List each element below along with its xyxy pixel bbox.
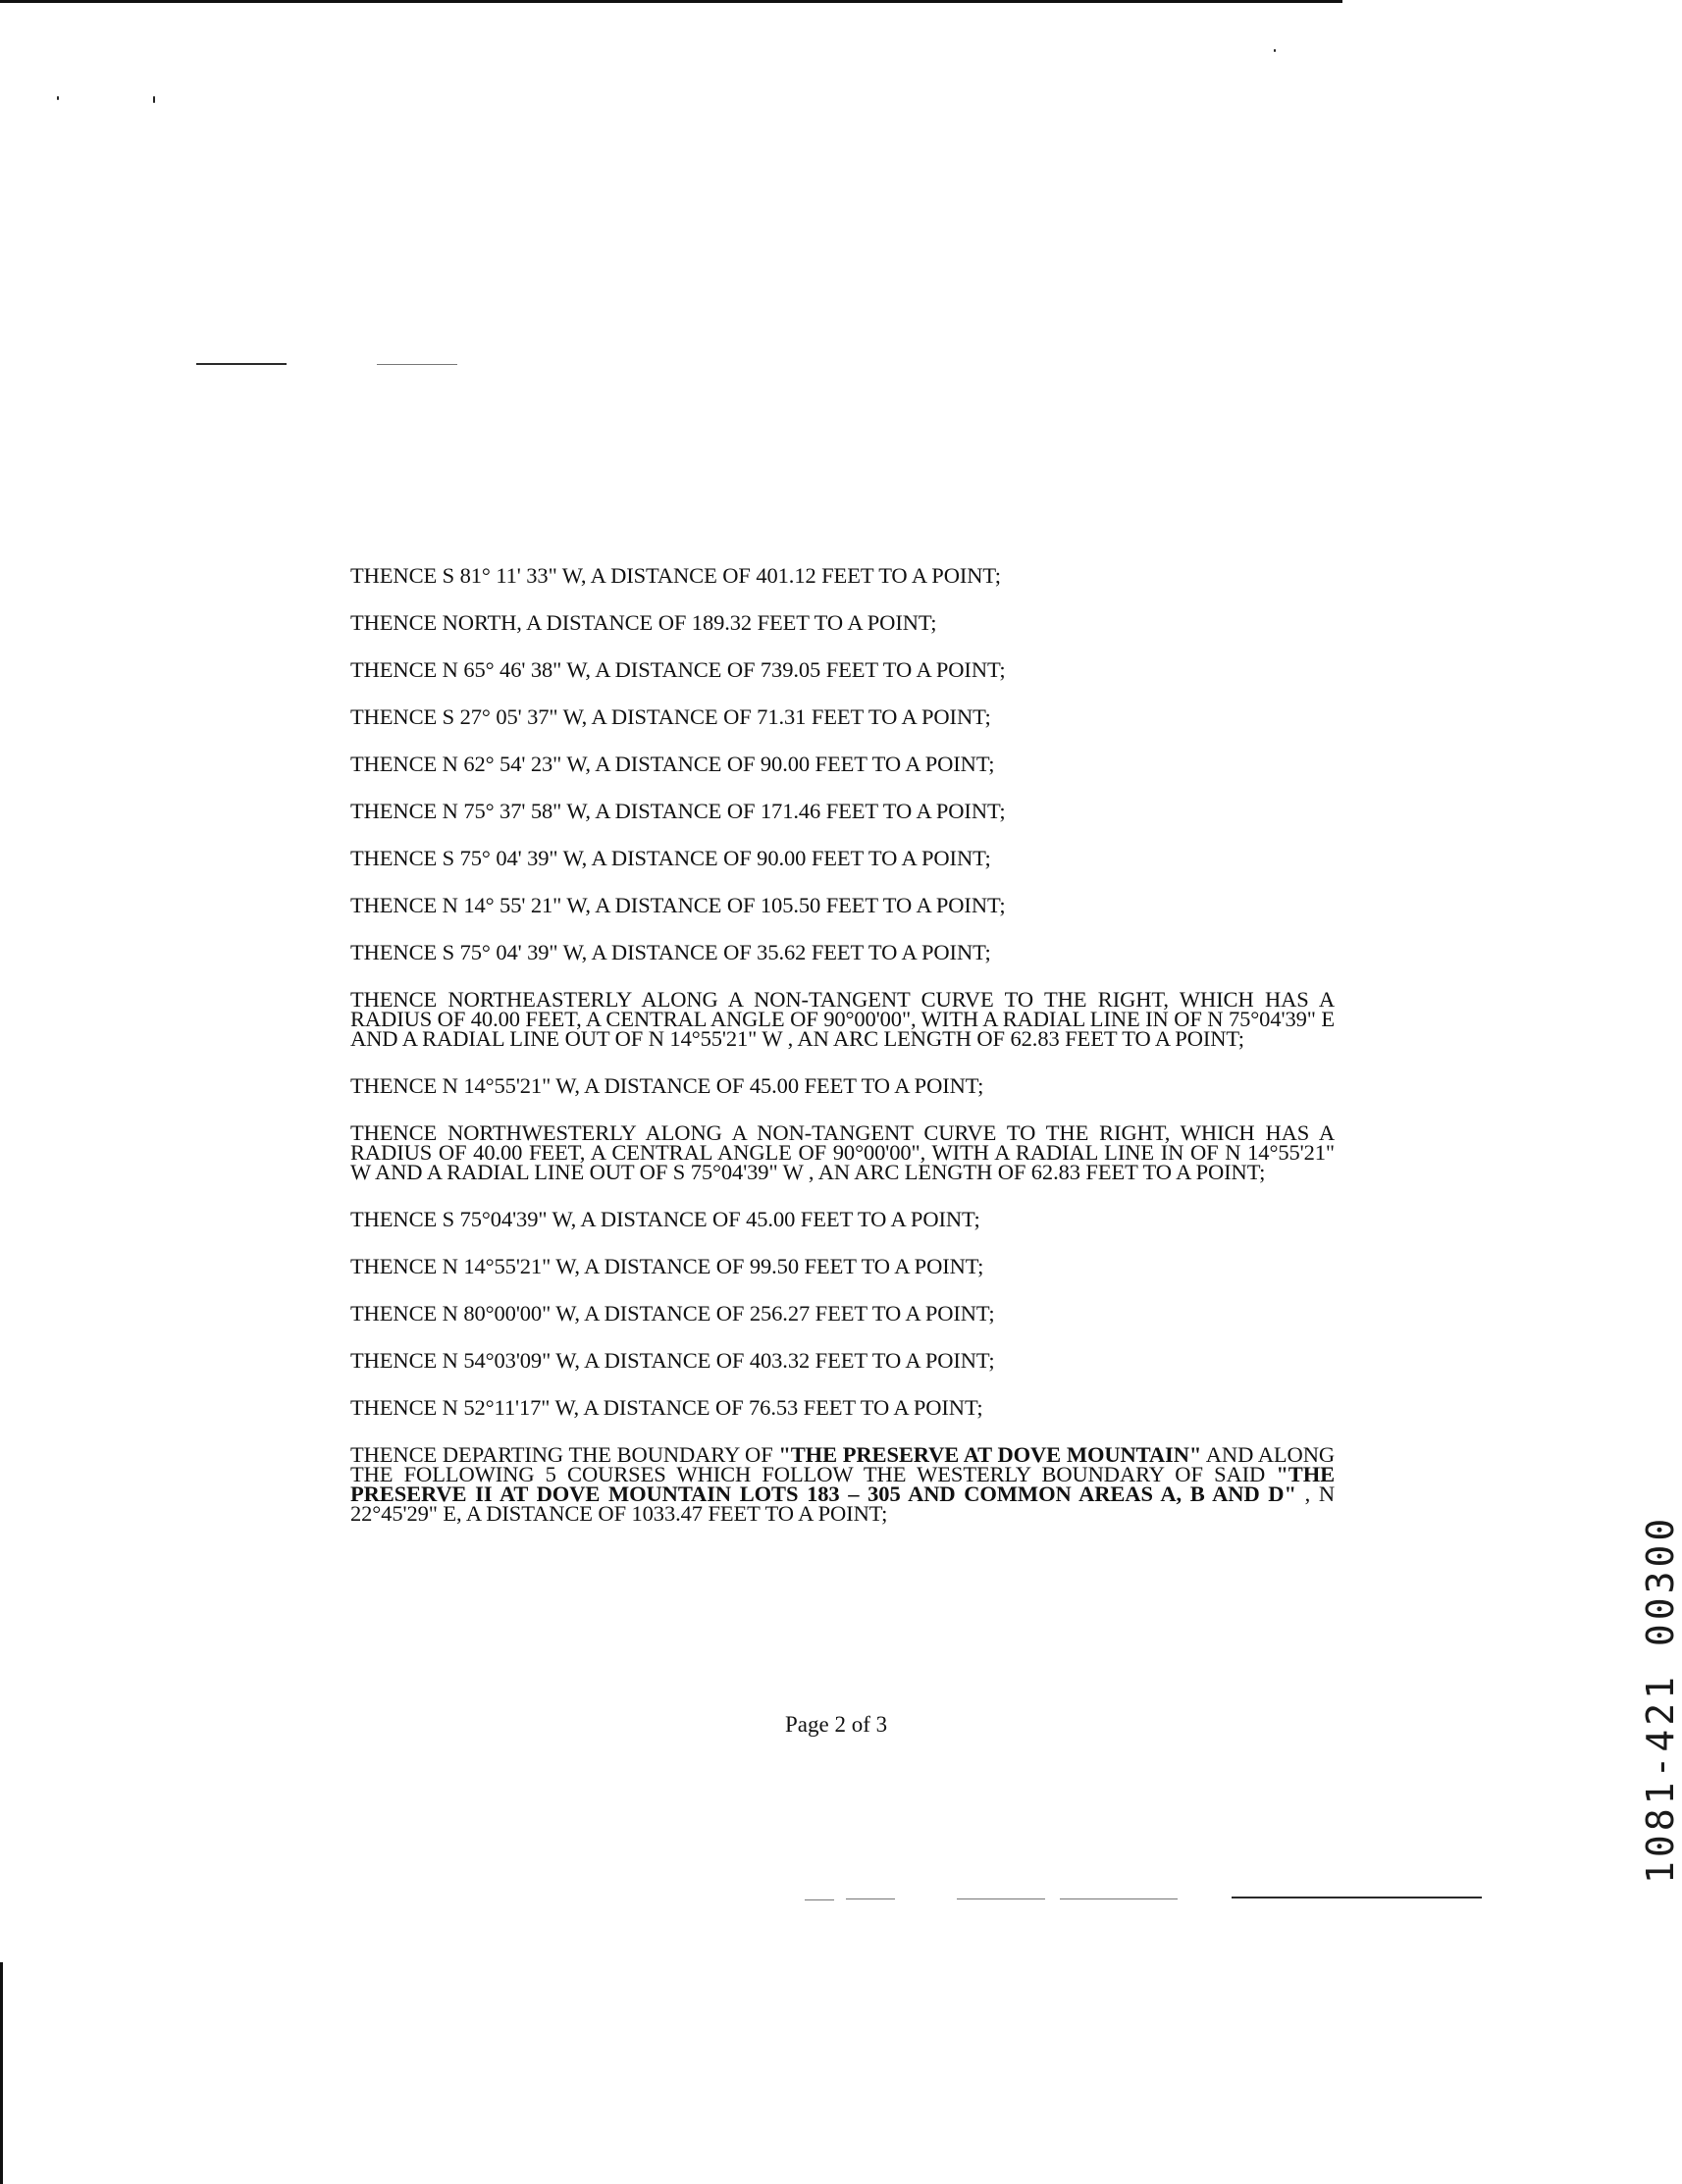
boundary-course-paragraph xyxy=(350,799,1335,823)
boundary-course-paragraph xyxy=(350,1207,1335,1231)
boundary-course-paragraph xyxy=(350,1395,1335,1420)
subdivision-name: "THE PRESERVE II AT DOVE MOUNTAIN LOTS 183 – 305 AND COMMON AREAS A, B AND D" xyxy=(350,1462,1335,1506)
boundary-course-paragraph xyxy=(350,563,1335,588)
course-text: THENCE N 14°55'21" W, A DISTANCE OF 99.50 FEET TO A POINT; xyxy=(350,1254,984,1278)
course-text: THENCE N 14° 55' 21" W, A DISTANCE OF 105.50 FEET TO A POINT; xyxy=(350,893,1006,917)
course-text: THENCE N 14°55'21" W, A DISTANCE OF 45.00 FEET TO A POINT; xyxy=(350,1073,984,1098)
boundary-course-paragraph xyxy=(350,754,1335,774)
course-text: THENCE N 75° 37' 58" W, A DISTANCE OF 171.46 FEET TO A POINT; xyxy=(350,799,1006,823)
scan-mark-line xyxy=(805,1899,834,1900)
boundary-course-paragraph xyxy=(350,987,1335,1051)
scan-speck xyxy=(1274,49,1276,52)
legal-description-body xyxy=(350,563,1335,1551)
boundary-course-paragraph xyxy=(350,1301,1335,1326)
course-text: THENCE N 52°11'17" W, A DISTANCE OF 76.53 FEET TO A POINT; xyxy=(350,1395,983,1420)
scan-mark-line xyxy=(1232,1897,1482,1898)
course-text: THENCE S 81° 11' 33" W, A DISTANCE OF 401.12 FEET TO A POINT; xyxy=(350,563,1001,588)
scan-speck xyxy=(57,96,59,100)
boundary-course-paragraph xyxy=(350,704,1335,729)
scan-border-top xyxy=(0,0,1342,3)
boundary-course-paragraph xyxy=(350,1254,1335,1278)
scan-speck xyxy=(153,96,155,103)
subdivision-name: "THE PRESERVE AT DOVE MOUNTAIN" xyxy=(778,1442,1202,1467)
scan-mark-line xyxy=(957,1898,1045,1899)
boundary-course-paragraph xyxy=(350,657,1335,682)
course-text: THENCE NORTHWESTERLY ALONG A NON-TANGENT CURVE TO THE RIGHT, WHICH HAS A RADIUS OF 40.00 FEET, A CENTRAL ANGLE OF 90°00'00", WITH A RADIAL LINE IN OF N 14°55'21" W AND A RADIAL LINE OUT OF S 75°04'39" W , AN ARC LENGTH OF 62.83 FEET TO A POINT; xyxy=(350,1120,1335,1184)
scan-border-left xyxy=(0,1962,3,2184)
boundary-course-paragraph xyxy=(350,1442,1335,1526)
recording-stamp xyxy=(1596,1514,1682,1889)
course-text: AND ALONG THE FOLLOWING 5 COURSES WHICH FOLLOW THE WESTERLY BOUNDARY OF SAID xyxy=(350,1442,1335,1486)
scan-mark-line xyxy=(377,364,457,365)
course-text: THENCE DEPARTING THE BOUNDARY OF xyxy=(350,1442,779,1467)
course-text: THENCE N 54°03'09" W, A DISTANCE OF 403.32 FEET TO A POINT; xyxy=(350,1348,995,1373)
boundary-course-paragraph xyxy=(350,846,1335,870)
course-text: THENCE S 27° 05' 37" W, A DISTANCE OF 71.31 FEET TO A POINT; xyxy=(350,704,991,729)
scan-mark-line xyxy=(1060,1898,1178,1899)
scan-mark-line xyxy=(846,1898,895,1899)
course-text: THENCE N 65° 46' 38" W, A DISTANCE OF 739.05 FEET TO A POINT; xyxy=(350,657,1006,682)
page-number: Page 2 of 3 xyxy=(785,1712,888,1737)
course-text: THENCE NORTH, A DISTANCE OF 189.32 FEET TO A POINT; xyxy=(350,610,937,635)
course-text: THENCE N 80°00'00" W, A DISTANCE OF 256.27 FEET TO A POINT; xyxy=(350,1301,995,1326)
course-text: THENCE N 62° 54' 23" W, A DISTANCE OF 90.00 FEET TO A POINT; xyxy=(350,752,995,776)
scan-mark-line xyxy=(196,363,287,365)
boundary-course-paragraph xyxy=(350,1348,1335,1373)
course-text: , N 22°45'29" E, A DISTANCE OF 1033.47 FEET TO A POINT; xyxy=(350,1482,1335,1526)
boundary-course-paragraph xyxy=(350,1120,1335,1184)
course-text: THENCE NORTHEASTERLY ALONG A NON-TANGENT CURVE TO THE RIGHT, WHICH HAS A RADIUS OF 40.00 FEET, A CENTRAL ANGLE OF 90°00'00", WITH A RADIAL LINE IN OF N 75°04'39" E AND A RADIAL LINE OUT OF N 14°55'21" W , AN ARC LENGTH OF 62.83 FEET TO A POINT; xyxy=(350,987,1335,1051)
boundary-course-paragraph xyxy=(350,940,1335,964)
course-text: THENCE S 75°04'39" W, A DISTANCE OF 45.00 FEET TO A POINT; xyxy=(350,1207,980,1231)
course-text: THENCE S 75° 04' 39" W, A DISTANCE OF 90.00 FEET TO A POINT; xyxy=(350,846,991,870)
course-text: THENCE S 75° 04' 39" W, A DISTANCE OF 35.62 FEET TO A POINT; xyxy=(350,940,991,964)
boundary-course-paragraph xyxy=(350,893,1335,917)
boundary-course-paragraph xyxy=(350,1073,1335,1098)
boundary-course-paragraph xyxy=(350,610,1335,635)
recording-stamp-number: 1081-421 00300 xyxy=(1639,1514,1682,1884)
